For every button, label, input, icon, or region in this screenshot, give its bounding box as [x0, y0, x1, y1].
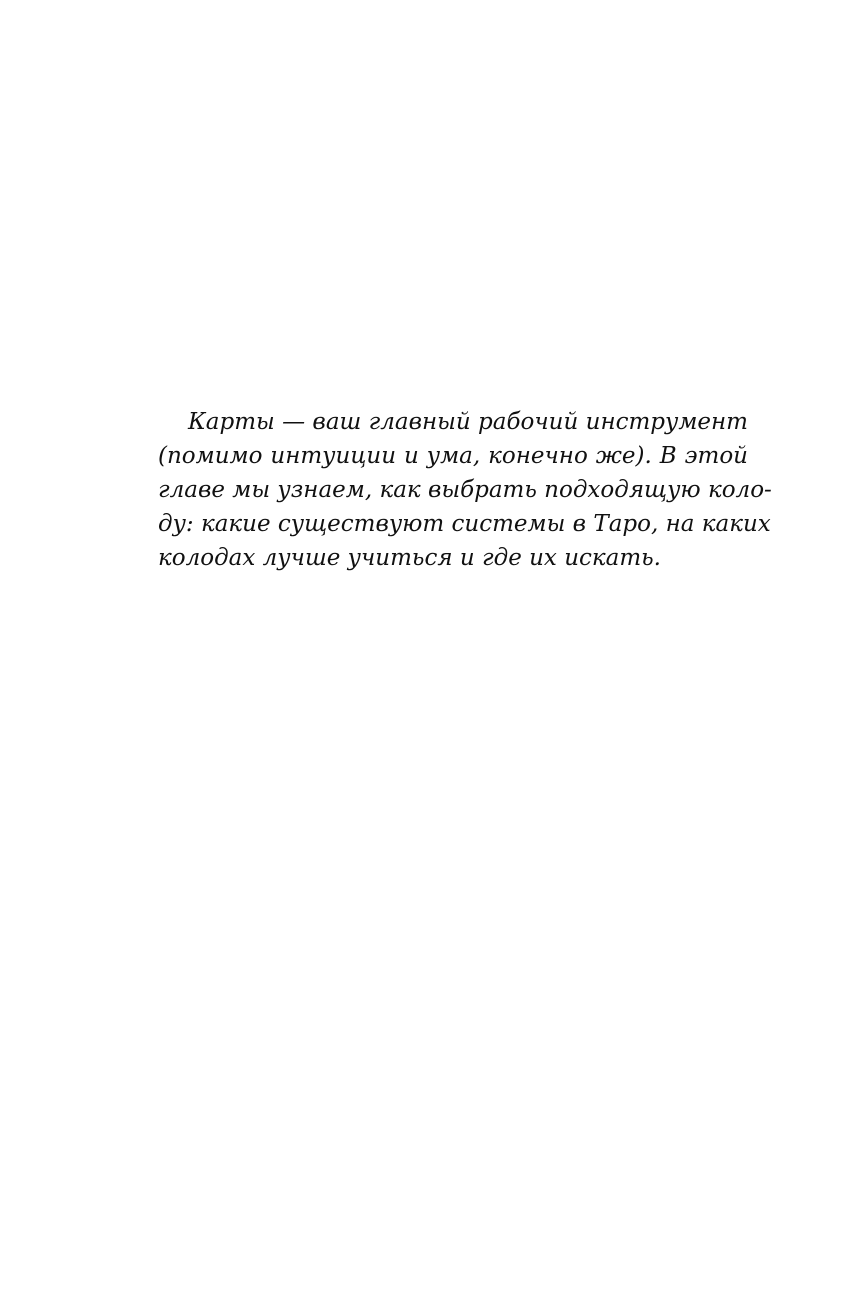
paragraph-line-3: главе мы узнаем, как выбрать подходящую коло-: [158, 477, 772, 503]
chapter-intro-paragraph: [158, 405, 772, 575]
paragraph-line-5: колодах лучше учиться и где их искать.: [158, 545, 661, 571]
paragraph-line-4: ду: какие существуют системы в Таро, на каких: [158, 511, 771, 537]
paragraph-line-2: (помимо интуиции и ума, конечно же). В этой: [158, 443, 748, 469]
paragraph-line-1: Карты — ваш главный рабочий инструмент: [188, 409, 748, 435]
